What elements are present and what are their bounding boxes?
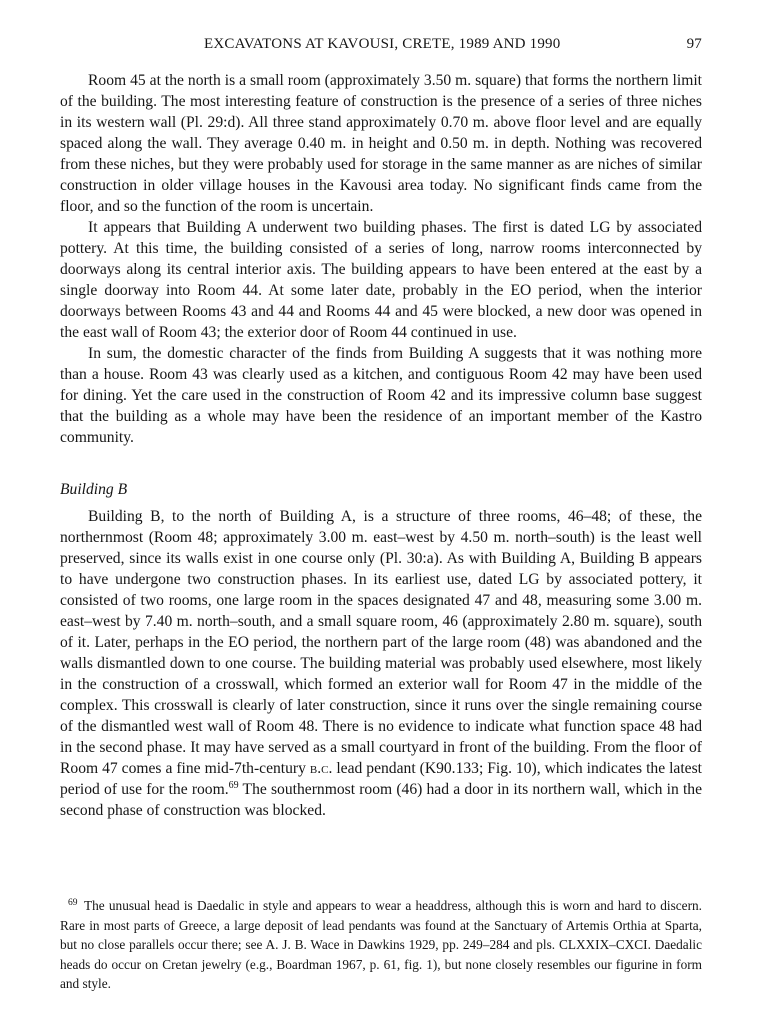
building-b-text-end: The southernmost room (46) had a door in its northern wall, which in the second phase of construction was blocked. — [60, 781, 702, 819]
section-heading: Building B — [60, 481, 128, 498]
footnote-reference[interactable]: 69 — [228, 779, 239, 791]
footnote-text: The unusual head is Daedalic in style and appears to wear a headdress, although this is worn and hard to discern. Rare in most parts of Greece, a large deposit of lead pendants was found at the Sanctuary of Artemis Orthia at Sparta, but no close parallels occur there; see A. J. B. Wace in Dawkins 1929, pp. 249–284 and pls. CLXXIX–CXCI. Daedalic heads do occur on Cretan jewelry (e.g., Boardman 1967, p. 61, fig. 1), but none closely resembles our figurine in form and style. — [60, 898, 702, 991]
paragraph-room-45: Room 45 at the north is a small room (approximately 3.50 m. square) that forms the northern limit of the building. The most interesting feature of construction is the presence of a series of three niches in its western wall (Pl. 29:d). All three stand approximately 0.70 m. above floor level and are equally spaced along the wall. They average 0.40 m. in height and 0.50 m. in depth. Nothing was recovered from these niches, but they were probably used for storage in the same manner as are niches of similar construction in older village houses in the Kavousi area today. No significant finds came from the floor, and so the function of the room is uncertain. — [60, 72, 702, 215]
footnote — [60, 896, 702, 994]
building-b-text-start: Building B, to the north of Building A, is a structure of three rooms, 46–48; of these, the northernmost (Room 48; approximately 3.00 m. east–west by 4.50 m. north–south) is the least well preserved, since its walls exist in one course only (Pl. 30:a). As with Building A, Building B appears to have undergone two construction phases. In its earliest use, dated LG by associated pottery, it consisted of two rooms, one large room in the spaces designated 47 and 48, measuring some 3.00 m. east–west by 7.40 m. north–south, and a small square room, 46 (approximately 2.80 m. square), south of it. Later, perhaps in the EO period, the northern part of the large room (48) was abandoned and the walls dismantled down to one course. The building material was probably used elsewhere, most likely in the construction of a crosswall, which formed an exterior wall for Room 47 in the middle of the complex. This crosswall is clearly of later construction, since it runs over the single remaining course of the dismantled west wall of Room 48. There is no evidence to indicate what function space 48 had in the second phase. It may have served as a small courtyard in front of the building. From the floor of Room 47 comes a fine mid-7th-century — [60, 508, 702, 777]
section-spacer — [60, 448, 702, 479]
paragraph-summary: In sum, the domestic character of the finds from Building A suggests that it was nothing more than a house. Room 43 was clearly used as a kitchen, and contiguous Room 42 may have been used for dining. Yet the care used in the construction of Room 42 and its impressive column base suggest that the building as a whole may have been the residence of an important member of the Kastro community. — [60, 345, 702, 446]
paragraph-building-phases: It appears that Building A underwent two building phases. The first is dated LG by associated pottery. At this time, the building consisted of a series of long, narrow rooms interconnected by doorways along its central interior axis. The building appears to have been entered at the east by a single doorway into Room 44. At some later date, probably in the EO period, when the interior doorways between Rooms 43 and 44 and Rooms 44 and 45 were blocked, a new door was opened in the east wall of Room 43; the exterior door of Room 44 continued in use. — [60, 219, 702, 341]
body-text — [60, 70, 702, 821]
paragraph-building-b — [60, 506, 702, 821]
running-head — [60, 36, 702, 56]
running-title: EXCAVATONS AT KAVOUSI, CRETE, 1989 AND 1990 — [204, 36, 561, 52]
page-number: 97 — [686, 36, 702, 52]
building-b-text-middle: lead pendant (K90.133; Fig. 10), which indicates the latest period of use for the room. — [60, 760, 702, 798]
era-abbreviation: b.c. — [309, 760, 333, 777]
footnote-text-block: 69 The unusual head is Daedalic in style and appears to wear a headdress, although this is worn and hard to discern. Rare in most parts of Greece, a large deposit of lead pendants was found at the Sanctuary of Artemis Orthia at Sparta, but no close parallels occur there; see A. J. B. Wace in Dawkins 1929, pp. 249–284 and pls. CLXXIX–CXCI. Daedalic heads do occur on Cretan jewelry (e.g., Boardman 1967, p. 61, fig. 1), but none closely resembles our figurine in form and style. — [60, 897, 702, 991]
